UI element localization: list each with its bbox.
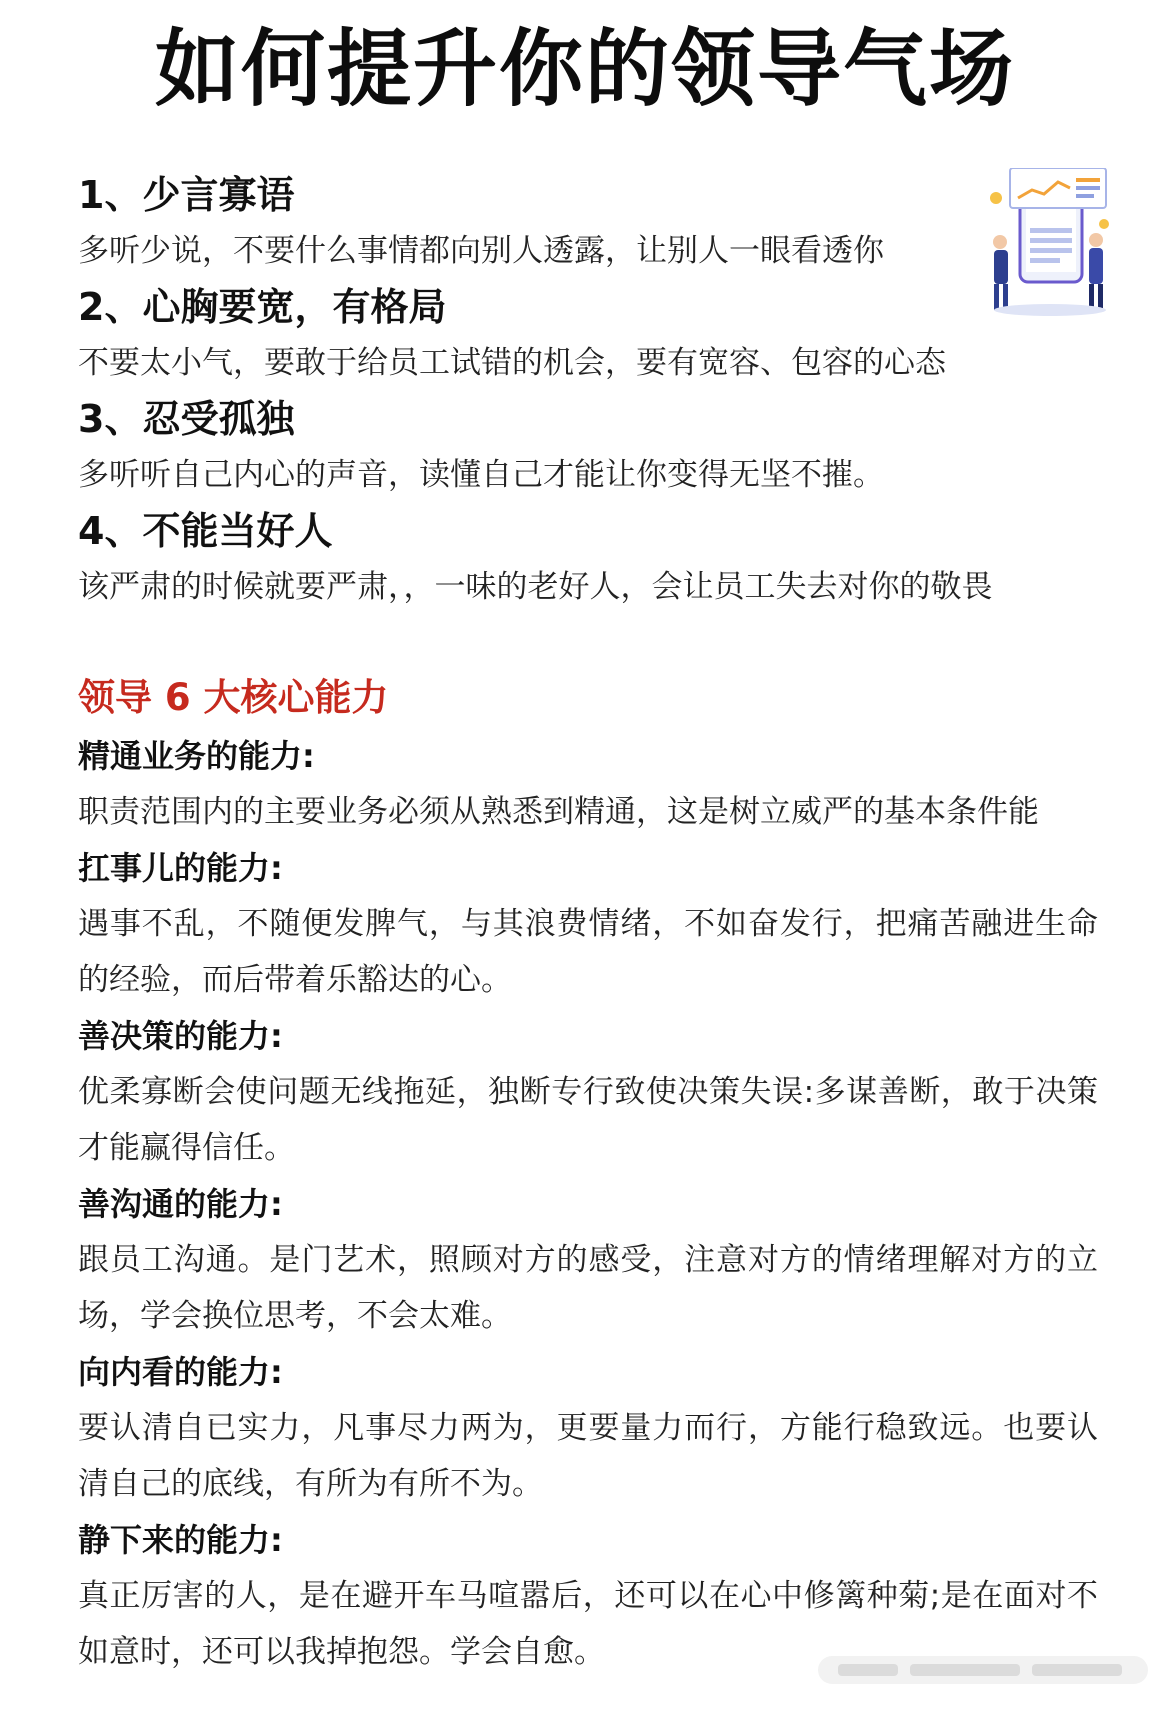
ability-text: 遇事不乱，不随便发脾气，与其浪费情绪，不如奋发行，把痛苦融进生命的经验，而后带着乐豁达的心。 — [78, 906, 1098, 998]
point-heading: 4、不能当好人 — [78, 509, 333, 553]
point-text: 不要太小气，要敢于给员工试错的机会，要有宽容、包容的心态 — [78, 345, 946, 381]
point-text: 多听听自己内心的声音，读懂自己才能让你变得无坚不摧。 — [78, 457, 884, 493]
point-1 — [78, 168, 1098, 280]
ability-label: 静下来的能力: — [78, 1521, 283, 1559]
point-text: 该严肃的时候就要严肃，，一味的老好人，会让员工失去对你的敬畏 — [78, 569, 993, 605]
ability-2 — [78, 840, 1098, 1008]
section-heading: 领导 6 大核心能力 — [78, 676, 389, 719]
ability-4 — [78, 1176, 1098, 1344]
ability-label: 善决策的能力: — [78, 1017, 283, 1055]
point-heading: 1、少言寡语 — [78, 173, 295, 217]
content — [78, 168, 1098, 1680]
ability-text: 职责范围内的主要业务必须从熟悉到精通，这是树立威严的基本条件能 — [78, 794, 1039, 830]
point-4 — [78, 504, 1098, 616]
ability-text: 优柔寡断会使问题无线拖延，独断专行致使决策失误:多谋善断，敢于决策才能赢得信任。 — [78, 1074, 1098, 1166]
ability-label: 扛事儿的能力: — [78, 849, 283, 887]
page-title: 如何提升你的领导气场 — [154, 20, 1015, 118]
point-2 — [78, 280, 1098, 392]
point-text: 多听少说，不要什么事情都向别人透露，让别人一眼看透你 — [78, 233, 884, 269]
ability-text: 要认清自已实力，凡事尽力两为，更要量力而行，方能行稳致远。也要认清自己的底线，有所为有所不为。 — [78, 1410, 1098, 1502]
ability-3 — [78, 1008, 1098, 1176]
ability-label: 善沟通的能力: — [78, 1185, 283, 1223]
ability-label: 精通业务的能力: — [78, 737, 315, 775]
point-heading: 3、忍受孤独 — [78, 397, 295, 441]
ability-text: 真正厉害的人，是在避开车马喧嚣后，还可以在心中修篱种菊;是在面对不如意时，还可以我掉抱怨。学会自愈。 — [78, 1578, 1098, 1670]
point-heading: 2、心胸要宽，有格局 — [78, 285, 447, 329]
ability-label: 向内看的能力: — [78, 1353, 283, 1391]
watermark-icon — [818, 1650, 1148, 1690]
ability-5 — [78, 1344, 1098, 1512]
ability-1 — [78, 728, 1098, 840]
point-3 — [78, 392, 1098, 504]
ability-text: 跟员工沟通。是门艺术，照顾对方的感受，注意对方的情绪理解对方的立场，学会换位思考，不会太难。 — [78, 1242, 1098, 1334]
